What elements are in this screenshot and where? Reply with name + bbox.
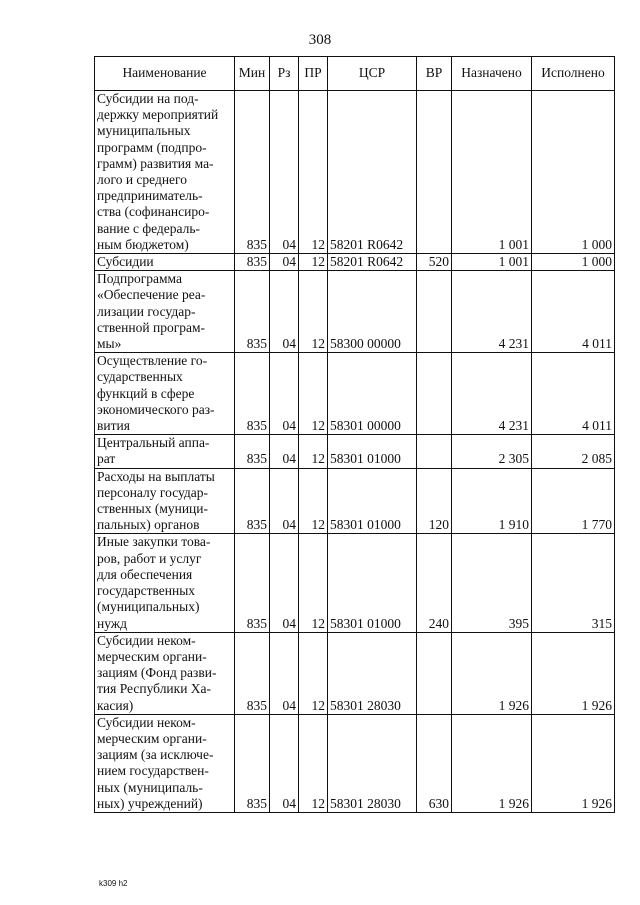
header-csr: ЦСР [328, 57, 417, 91]
row-rz: 04 [270, 632, 299, 714]
row-csr: 58301 28030 [328, 714, 417, 812]
row-name-line: Иные закупки това- [97, 534, 211, 550]
row-name-line: вития [97, 418, 130, 434]
row-name-line: держку мероприятий [97, 107, 219, 123]
row-name-line: ных (муниципаль- [97, 779, 203, 795]
row-assigned: 1 910 [452, 468, 532, 534]
row-assigned: 4 231 [452, 271, 532, 353]
row-name-line: персоналу государ- [97, 484, 209, 500]
header-pr: ПР [299, 57, 328, 91]
row-pr: 12 [299, 632, 328, 714]
row-min: 835 [235, 435, 270, 468]
row-pr: 12 [299, 353, 328, 435]
table-row [95, 254, 615, 271]
row-vr: 240 [417, 534, 452, 632]
budget-table [94, 56, 615, 813]
row-name-line: (муниципальных) [97, 599, 200, 615]
row-executed: 2 085 [532, 435, 615, 468]
row-min: 835 [235, 353, 270, 435]
row-vr [417, 353, 452, 435]
row-vr [417, 91, 452, 254]
row-name-line: нием государствен- [97, 763, 209, 779]
row-name-line: Субсидии неком- [97, 632, 196, 648]
row-executed: 1 770 [532, 468, 615, 534]
row-name-line: ства (софинансиро- [97, 204, 210, 220]
row-name-line: муниципальных [97, 123, 191, 139]
row-name-line: мерческим органи- [97, 730, 207, 746]
row-pr: 12 [299, 435, 328, 468]
row-name [95, 714, 235, 812]
header-rz: Рз [270, 57, 299, 91]
row-assigned: 395 [452, 534, 532, 632]
row-pr: 12 [299, 254, 328, 271]
row-name-line: функций в сфере [97, 385, 195, 401]
row-name-line: зациям (Фонд разви- [97, 665, 217, 681]
row-csr: 58300 00000 [328, 271, 417, 353]
row-name-line: ным бюджетом) [97, 236, 189, 252]
row-vr: 630 [417, 714, 452, 812]
row-name-line: Субсидии неком- [97, 714, 196, 730]
row-name-line: рат [97, 451, 116, 467]
row-executed: 1 926 [532, 714, 615, 812]
table-row [95, 353, 615, 435]
row-rz: 04 [270, 271, 299, 353]
row-executed: 315 [532, 534, 615, 632]
row-name [95, 271, 235, 353]
row-csr: 58301 01000 [328, 468, 417, 534]
row-assigned: 4 231 [452, 353, 532, 435]
row-vr: 120 [417, 468, 452, 534]
row-name-line: нужд [97, 615, 127, 631]
row-executed: 4 011 [532, 353, 615, 435]
row-min: 835 [235, 468, 270, 534]
row-min: 835 [235, 714, 270, 812]
row-executed: 4 011 [532, 271, 615, 353]
row-rz: 04 [270, 254, 299, 271]
row-vr: 520 [417, 254, 452, 271]
row-name-line: для обеспечения [97, 566, 193, 582]
row-pr: 12 [299, 271, 328, 353]
row-name-line: Подпрограмма [97, 271, 182, 287]
row-pr: 12 [299, 91, 328, 254]
row-name-line: тия Республики Ха- [97, 681, 212, 697]
row-min: 835 [235, 534, 270, 632]
row-assigned: 1 001 [452, 91, 532, 254]
row-name-line: грамм) развития ма- [97, 155, 214, 171]
table-row [95, 271, 615, 353]
row-name-line: мы» [97, 336, 122, 352]
row-name [95, 468, 235, 534]
row-assigned: 1 926 [452, 714, 532, 812]
table-body [95, 91, 615, 813]
row-executed: 1 000 [532, 254, 615, 271]
row-min: 835 [235, 254, 270, 271]
header-min: Мин [235, 57, 270, 91]
table-row [95, 534, 615, 632]
row-rz: 04 [270, 534, 299, 632]
row-name-line: государственных [97, 583, 196, 599]
row-vr [417, 435, 452, 468]
row-name-line: Центральный аппа- [97, 435, 210, 451]
row-assigned: 1 001 [452, 254, 532, 271]
row-name-line: вание с федераль- [97, 220, 201, 236]
header-executed: Исполнено [532, 57, 615, 91]
row-name-line: ных) учреждений) [97, 795, 203, 811]
row-pr: 12 [299, 714, 328, 812]
row-min: 835 [235, 271, 270, 353]
row-name-line: зациям (за исключе- [97, 747, 214, 763]
row-name [95, 353, 235, 435]
row-name-line: ственной програм- [97, 319, 206, 335]
row-assigned: 1 926 [452, 632, 532, 714]
table-row [95, 435, 615, 468]
row-name-line: Субсидии [97, 254, 154, 270]
row-name-line: предприниматель- [97, 188, 203, 204]
row-csr: 58201 R0642 [328, 254, 417, 271]
row-csr: 58301 01000 [328, 534, 417, 632]
row-name-line: Субсидии на под- [97, 91, 199, 106]
row-name-line: ров, работ и услуг [97, 550, 202, 566]
header-assigned: Назначено [452, 57, 532, 91]
header-vr: ВР [417, 57, 452, 91]
table-header-row [95, 57, 615, 91]
row-name-line: мерческим органи- [97, 648, 207, 664]
row-name [95, 435, 235, 468]
row-name-line: касия) [97, 697, 134, 713]
row-rz: 04 [270, 468, 299, 534]
row-rz: 04 [270, 435, 299, 468]
row-csr: 58301 00000 [328, 353, 417, 435]
row-vr [417, 632, 452, 714]
footer-code: k309 h2 [99, 879, 128, 888]
row-name-line: пальных) органов [97, 517, 200, 533]
row-name-line: лизации государ- [97, 303, 196, 319]
row-rz: 04 [270, 353, 299, 435]
row-rz: 04 [270, 714, 299, 812]
row-rz: 04 [270, 91, 299, 254]
row-name-line: лого и среднего [97, 172, 188, 188]
row-min: 835 [235, 632, 270, 714]
row-name [95, 91, 235, 254]
row-name-line: ственных (муници- [97, 501, 209, 517]
table-row [95, 714, 615, 812]
row-name-line: программ (подпро- [97, 139, 207, 155]
header-name: Наименование [95, 57, 235, 91]
row-pr: 12 [299, 534, 328, 632]
table-row [95, 632, 615, 714]
row-min: 835 [235, 91, 270, 254]
row-csr: 58201 R0642 [328, 91, 417, 254]
row-name-line: Расходы на выплаты [97, 468, 215, 484]
row-name-line: Осуществление го- [97, 353, 208, 369]
table-row [95, 91, 615, 254]
row-pr: 12 [299, 468, 328, 534]
page-number: 308 [308, 32, 332, 48]
table-row [95, 468, 615, 534]
row-name [95, 632, 235, 714]
row-executed: 1 000 [532, 91, 615, 254]
row-name-line: «Обеспечение реа- [97, 287, 206, 303]
row-name-line: сударственных [97, 369, 183, 385]
row-csr: 58301 28030 [328, 632, 417, 714]
row-name [95, 254, 235, 271]
row-csr: 58301 01000 [328, 435, 417, 468]
row-name [95, 534, 235, 632]
row-vr [417, 271, 452, 353]
row-assigned: 2 305 [452, 435, 532, 468]
row-name-line: экономического раз- [97, 401, 215, 417]
row-executed: 1 926 [532, 632, 615, 714]
